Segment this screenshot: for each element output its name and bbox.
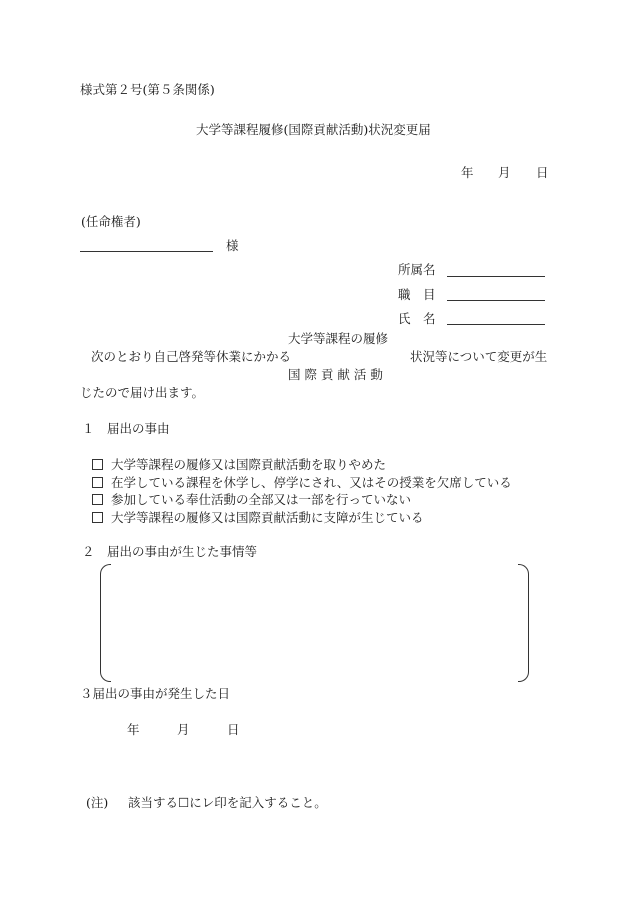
date-day-label: 日 bbox=[536, 165, 549, 180]
affiliation-label: 所属名 bbox=[398, 262, 436, 277]
checkbox[interactable] bbox=[92, 459, 103, 470]
appointing-authority-label: (任命権者) bbox=[81, 214, 141, 229]
reason-option-1[interactable] bbox=[92, 459, 386, 472]
checkbox[interactable] bbox=[92, 494, 103, 505]
occurrence-day-label: 日 bbox=[227, 722, 240, 737]
reason-option-4[interactable] bbox=[92, 512, 424, 525]
addressee-name-line[interactable] bbox=[80, 251, 213, 252]
reason-option-label: 大学等課程の履修又は国際貢献活動を取りやめた bbox=[111, 457, 387, 472]
reason-option-label: 参加している奉仕活動の全部又は一部を行っていない bbox=[111, 492, 412, 507]
checkbox[interactable] bbox=[92, 512, 103, 523]
option-course-study: 大学等課程の履修 bbox=[288, 331, 389, 346]
date-year-label: 年 bbox=[461, 165, 474, 180]
position-label: 職 目 bbox=[398, 287, 436, 302]
statement-line2: じたので届け出ます。 bbox=[80, 385, 205, 400]
addressee-honorific: 様 bbox=[226, 238, 239, 253]
date-month-label: 月 bbox=[498, 165, 511, 180]
details-bracket-left bbox=[100, 564, 111, 682]
section2-title: ２ 届出の事由が生じた事情等 bbox=[82, 544, 258, 559]
affiliation-line[interactable] bbox=[447, 276, 545, 277]
section1-title: １ 届出の事由 bbox=[82, 421, 170, 436]
section3-title: ３届出の事由が発生した日 bbox=[80, 686, 231, 701]
statement-line1-end: 状況等について変更が生 bbox=[410, 349, 548, 364]
details-bracket-right bbox=[518, 564, 529, 682]
option-international-contribution: 国 際 貢 献 活 動 bbox=[288, 367, 383, 382]
note-label: (注) bbox=[86, 795, 109, 810]
statement-line1-start: 次のとおり自己啓発等休業にかかる bbox=[91, 349, 292, 364]
name-line[interactable] bbox=[447, 324, 545, 325]
reason-option-label: 大学等課程の履修又は国際貢献活動に支障が生じている bbox=[111, 510, 424, 525]
checkbox[interactable] bbox=[92, 477, 103, 488]
document-title: 大学等課程履修(国際貢献活動)状況変更届 bbox=[196, 122, 431, 137]
occurrence-month-label: 月 bbox=[177, 722, 190, 737]
reason-option-label: 在学している課程を休学し、停学にされ、又はその授業を欠席している bbox=[111, 475, 512, 490]
details-text-area[interactable] bbox=[114, 570, 514, 674]
name-label: 氏 名 bbox=[398, 311, 436, 326]
occurrence-year-label: 年 bbox=[127, 722, 140, 737]
note-text: 該当する☐にレ印を記入すること。 bbox=[128, 795, 327, 810]
reason-option-2[interactable] bbox=[92, 477, 512, 490]
reason-option-3[interactable] bbox=[92, 494, 411, 507]
position-line[interactable] bbox=[447, 300, 545, 301]
form-number: 様式第２号(第５条関係) bbox=[80, 82, 215, 97]
